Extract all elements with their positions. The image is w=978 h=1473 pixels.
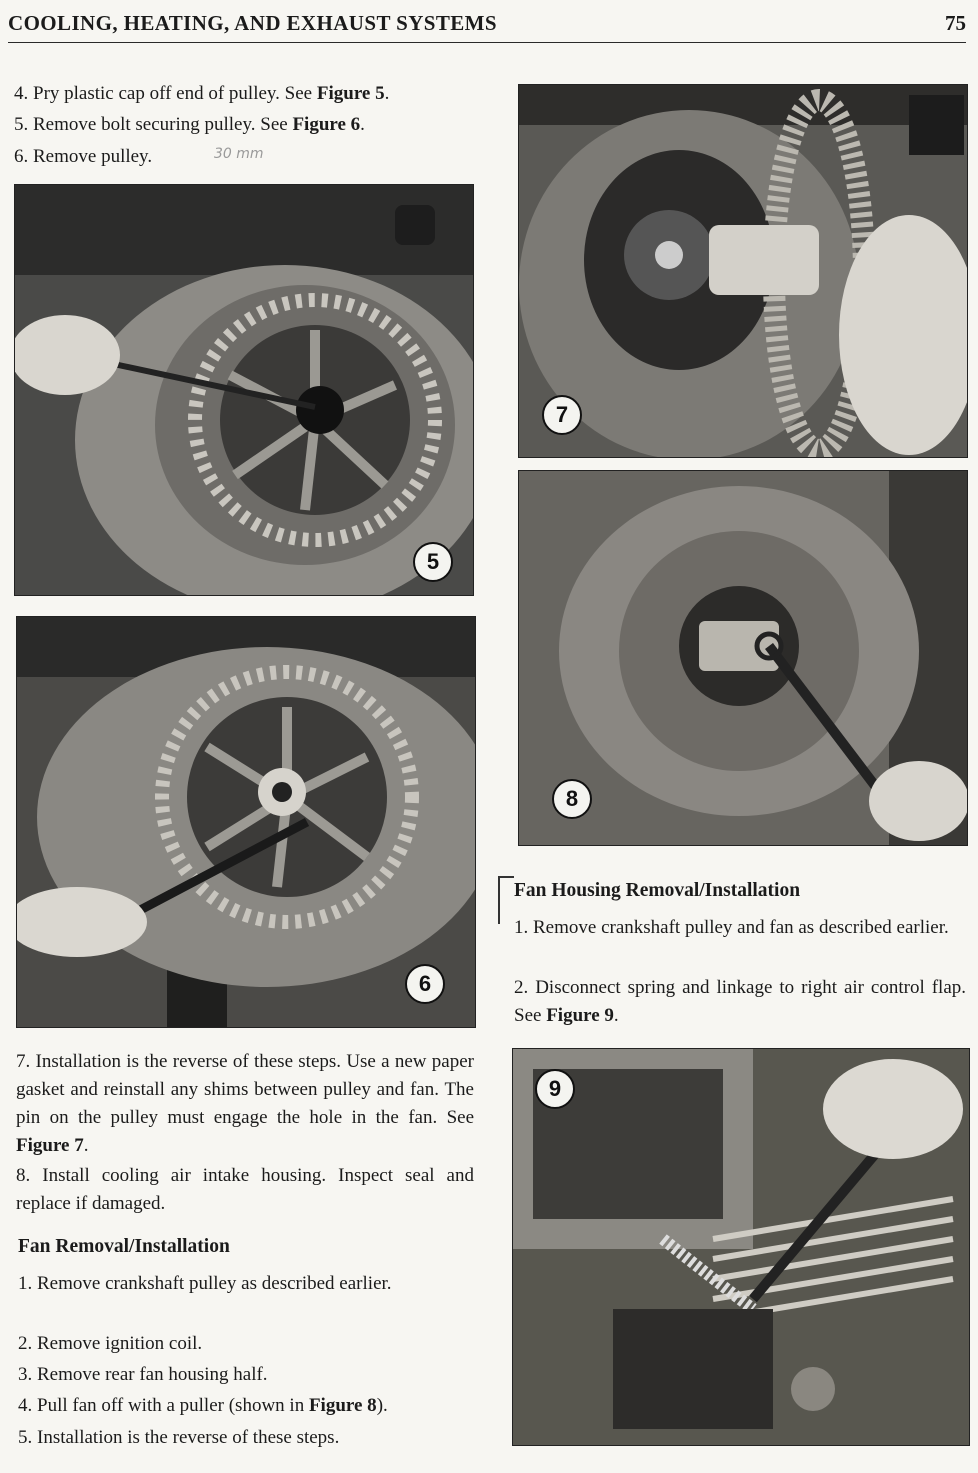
figure-ref: Figure 8: [308, 1395, 377, 1416]
figure-5-photo: [14, 184, 474, 596]
fan-housing-heading: Fan Housing Removal/Installation: [514, 880, 801, 901]
figure-9-photo: [512, 1048, 970, 1446]
figure-6-photo: [16, 616, 476, 1028]
housing-step-1: 1. Remove crankshaft pulley and fan as described earlier.: [514, 917, 949, 938]
figure-ref: Figure 9: [546, 1005, 614, 1026]
fan-step-3: 3. Remove rear fan housing half.: [18, 1364, 268, 1385]
figure-7-label: 7: [542, 395, 582, 435]
chapter-title: COOLING, HEATING, AND EXHAUST SYSTEMS: [8, 11, 497, 35]
page-number: 75: [945, 11, 966, 35]
figure-5-label: 5: [413, 542, 453, 582]
page-header: [8, 8, 966, 43]
figure-ref: Figure 5: [316, 83, 385, 104]
figure-7-photo: [518, 84, 968, 458]
step-5: 5. Remove bolt securing pulley. See Figure 6.: [14, 114, 365, 135]
step-8-paragraph: 8. Install cooling air intake housing. Inspect seal and replace if damaged.: [16, 1165, 474, 1214]
margin-bracket: [498, 876, 514, 924]
fan-step-5: 5. Installation is the reverse of these steps.: [18, 1427, 340, 1448]
figure-8-label: 8: [552, 779, 592, 819]
figure-8-photo: [518, 470, 968, 846]
figure-ref: Figure 7: [16, 1135, 84, 1156]
step-7-paragraph: 7. Installation is the reverse of these steps. Use a new paper gasket and reinstall any shims between pulley and fan. The pin on the pulley must engage the hole in the fan. See Figure 7.: [16, 1051, 474, 1156]
figure-6-label: 6: [405, 964, 445, 1004]
fan-step-4: 4. Pull fan off with a puller (shown in Figure 8).: [18, 1395, 388, 1416]
step-4: 4. Pry plastic cap off end of pulley. See Figure 5.: [14, 83, 390, 104]
fan-step-2: 2. Remove ignition coil.: [18, 1333, 203, 1354]
handwritten-note: 30 mm: [214, 146, 264, 162]
fan-step-1: 1. Remove crankshaft pulley as described earlier.: [18, 1273, 392, 1294]
housing-step-2: 2. Disconnect spring and linkage to right air control flap. See Figure 9.: [514, 977, 966, 1026]
fan-removal-heading: Fan Removal/Installation: [18, 1236, 230, 1257]
figure-ref: Figure 6: [292, 114, 361, 135]
step-6: 6. Remove pulley.: [14, 146, 153, 167]
figure-9-label: 9: [535, 1069, 575, 1109]
